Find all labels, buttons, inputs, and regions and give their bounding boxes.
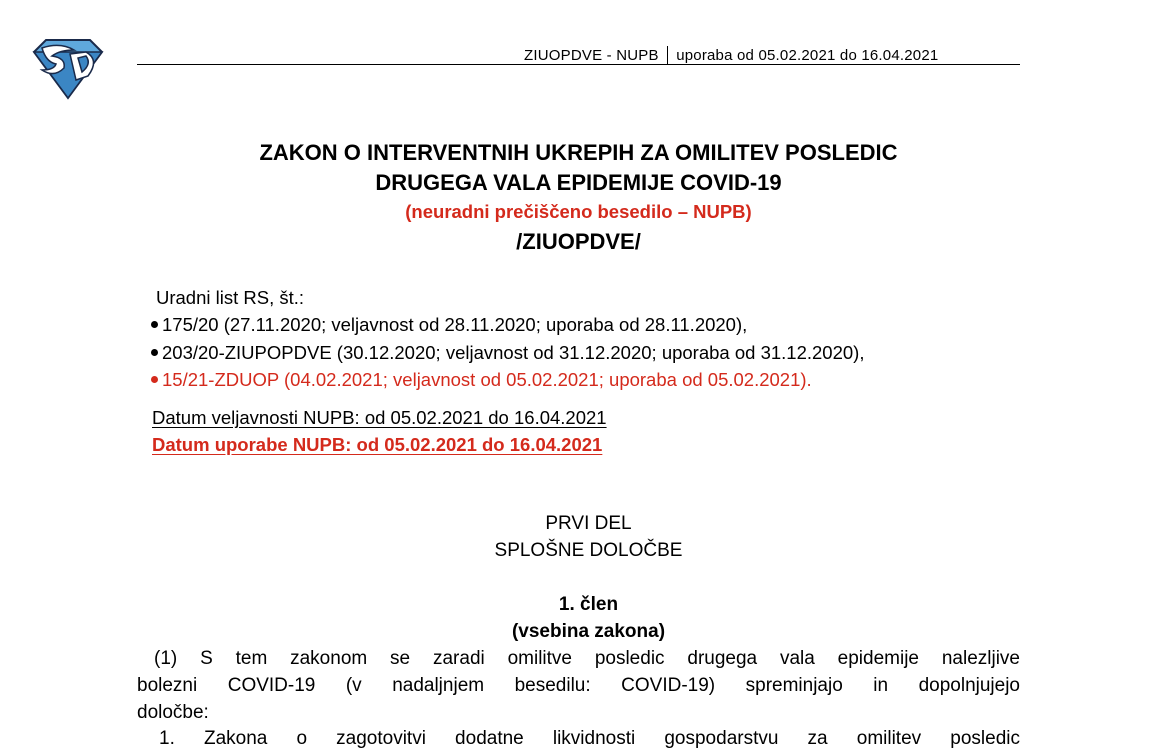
part-title: SPLOŠNE DOLOČBE	[494, 540, 683, 561]
header-usage-period: uporaba od 05.02.2021 do 16.04.2021	[676, 47, 939, 64]
application-date: Datum uporabe NUPB: od 05.02.2021 do 16.04.2021	[152, 434, 603, 455]
header-separator	[667, 46, 669, 64]
article-paragraph-line: (1) S tem zakonom se zaradi omilitve posledic drugega vala epidemije nalezljive	[154, 648, 1020, 669]
law-subtitle: (neuradni prečiščeno besedilo – NUPB)	[405, 201, 752, 222]
validity-date: Datum veljavnosti NUPB: od 05.02.2021 do 16.04.2021	[152, 407, 607, 428]
bullet-icon	[151, 321, 158, 328]
part-name: PRVI DEL	[545, 513, 632, 534]
law-abbreviation: /ZIUOPDVE/	[516, 229, 641, 254]
article-paragraph-line: določbe:	[137, 702, 209, 723]
article-title: (vsebina zakona)	[511, 621, 666, 642]
article-number: 1. člen	[558, 594, 619, 615]
law-title-line-1: ZAKON O INTERVENTNIH UKREPIH ZA OMILITEV POSLEDIC	[259, 140, 898, 165]
gazette-label: Uradni list RS, št.:	[156, 287, 305, 308]
header-rule	[137, 64, 1020, 65]
bullet-icon	[151, 349, 158, 356]
running-header	[524, 46, 938, 64]
header-document-id: ZIUOPDVE - NUPB	[524, 47, 659, 64]
law-title-line-2: DRUGEGA VALA EPIDEMIJE COVID-19	[375, 170, 782, 195]
article-list-item: 1. Zakona o zagotovitvi dodatne likvidnosti gospodarstvu za omilitev posledic	[159, 728, 1020, 749]
publisher-logo	[30, 38, 106, 100]
gazette-item: 15/21-ZDUOP (04.02.2021; veljavnost od 05.02.2021; uporaba od 05.02.2021).	[151, 368, 812, 392]
gazette-item: 175/20 (27.11.2020; veljavnost od 28.11.2020; uporaba od 28.11.2020),	[151, 313, 747, 337]
bullet-icon	[151, 376, 158, 383]
gazette-item: 203/20-ZIUPOPDVE (30.12.2020; veljavnost od 31.12.2020; uporaba od 31.12.2020),	[151, 341, 864, 365]
article-paragraph-line: bolezni COVID-19 (v nadaljnjem besedilu: COVID-19) spreminjajo in dopolnjujejo	[137, 675, 1020, 696]
